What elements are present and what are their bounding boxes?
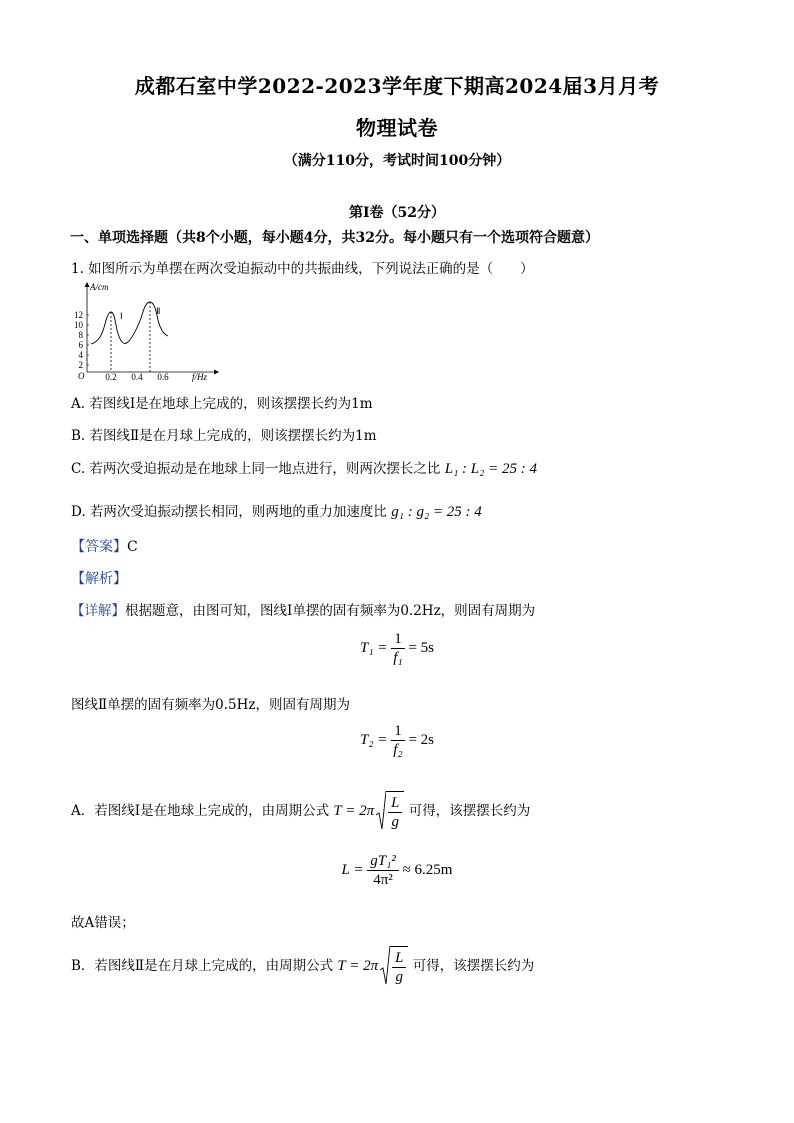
period-formula-b: T = 2π $\frac{L}{g}$: [337, 958, 408, 974]
exam-meta: （满分110分，考试时间100分钟）: [283, 153, 511, 169]
option-d-ratio: g₁ : g₂ = 25 : 4: [391, 504, 482, 520]
x-tick-label: 0.2: [105, 372, 117, 382]
line-a: [71, 791, 530, 832]
exam-title: 成都石室中学2022-2023学年度下期高2024届3月月考: [134, 74, 660, 98]
option-b: B. 若图线Ⅱ是在月球上完成的，则该摆摆长约为1m: [71, 428, 377, 444]
answer-value: C: [127, 539, 138, 555]
section-heading: 一、单项选择题（共8个小题，每小题4分，共32分。每小题只有一个选项符合题意）: [70, 230, 599, 246]
y-tick-label: 6: [78, 340, 83, 350]
option-c-ratio: L₁ : L₂ = 25 : 4: [444, 461, 537, 477]
eq3-rhs: ≈ 6.25m: [402, 861, 453, 878]
x-tick-label: 0.6: [157, 372, 169, 382]
line-b-pre: B．若图线Ⅱ是在月球上完成的，由周期公式: [71, 958, 334, 974]
y-tick-label: 8: [78, 330, 83, 340]
question-stem: 1. 如图所示为单摆在两次受迫振动中的共振曲线，下列说法正确的是（ ）: [71, 261, 534, 277]
option-c: [71, 457, 537, 478]
curve-II: [128, 302, 168, 342]
x-axis-arrow: [214, 370, 219, 375]
x-axis-label: f/Hz: [192, 372, 208, 382]
line-curve-ii: 图线Ⅱ单摆的固有频率为0.5Hz，则固有周期为: [71, 697, 351, 713]
detail-text: 根据题意，由图可知，图线Ⅰ单摆的固有频率为0.2Hz，则固有周期为: [125, 603, 536, 619]
answer-label: 【答案】: [71, 539, 127, 555]
detail-line: [71, 599, 535, 619]
line-b-post: 可得，该摆摆长约为: [412, 958, 535, 974]
eq1-lhs: T₁ =: [360, 639, 388, 656]
y-axis-arrow: [85, 282, 90, 287]
eq2-num: 1: [391, 722, 405, 741]
exam-subtitle: 物理试卷: [356, 116, 438, 140]
period-formula-a: T = 2π $\frac{L}{g}$: [333, 803, 404, 819]
equation-length: [0, 852, 794, 889]
line-a-post: 可得，该摆摆长约为: [408, 803, 531, 819]
eq3-num: gT₁²: [367, 852, 399, 871]
eq1-den: f₁: [393, 650, 403, 666]
equation-t2: [0, 722, 794, 759]
x-tick-label: 0.4: [131, 372, 143, 382]
y-tick-label: 2: [78, 360, 83, 370]
option-a: A. 若图线Ⅰ是在地球上完成的，则该摆摆长约为1m: [71, 396, 373, 412]
eq2-den: f₂: [393, 742, 403, 758]
option-d-text: D. 若两次受迫振动摆长相同，则两地的重力加速度比: [71, 504, 387, 520]
y-axis-label: A/cm: [90, 282, 109, 292]
analysis-label: 【解析】: [71, 571, 127, 587]
eq3-den: 4π²: [373, 872, 393, 888]
option-d: [71, 500, 482, 521]
y-tick-label: 10: [74, 320, 83, 330]
line-b: [71, 946, 534, 987]
eq3-lhs: L =: [341, 861, 364, 878]
y-tick-label: 12: [74, 310, 83, 320]
line-a-conclusion: 故A错误；: [71, 915, 135, 931]
eq1-rhs: = 5s: [408, 639, 434, 656]
part-heading: 第Ⅰ卷（52分）: [348, 205, 446, 221]
equation-t1: [0, 630, 794, 667]
origin-label: O: [78, 371, 85, 381]
y-tick-label: 4: [78, 350, 83, 360]
resonance-curve-figure: [70, 280, 220, 384]
eq2-lhs: T₂ =: [360, 731, 388, 748]
detail-label: 【详解】: [71, 603, 125, 619]
option-c-text: C. 若两次受迫振动是在地球上同一地点进行，则两次摆长之比: [71, 461, 441, 477]
answer-line: [71, 536, 138, 556]
eq2-rhs: = 2s: [408, 731, 434, 748]
eq1-num: 1: [391, 630, 405, 649]
curve-I-label: Ⅰ: [120, 311, 123, 321]
line-a-pre: A．若图线Ⅰ是在地球上完成的，由周期公式: [71, 803, 330, 819]
curve-II-label: Ⅱ: [156, 306, 161, 316]
